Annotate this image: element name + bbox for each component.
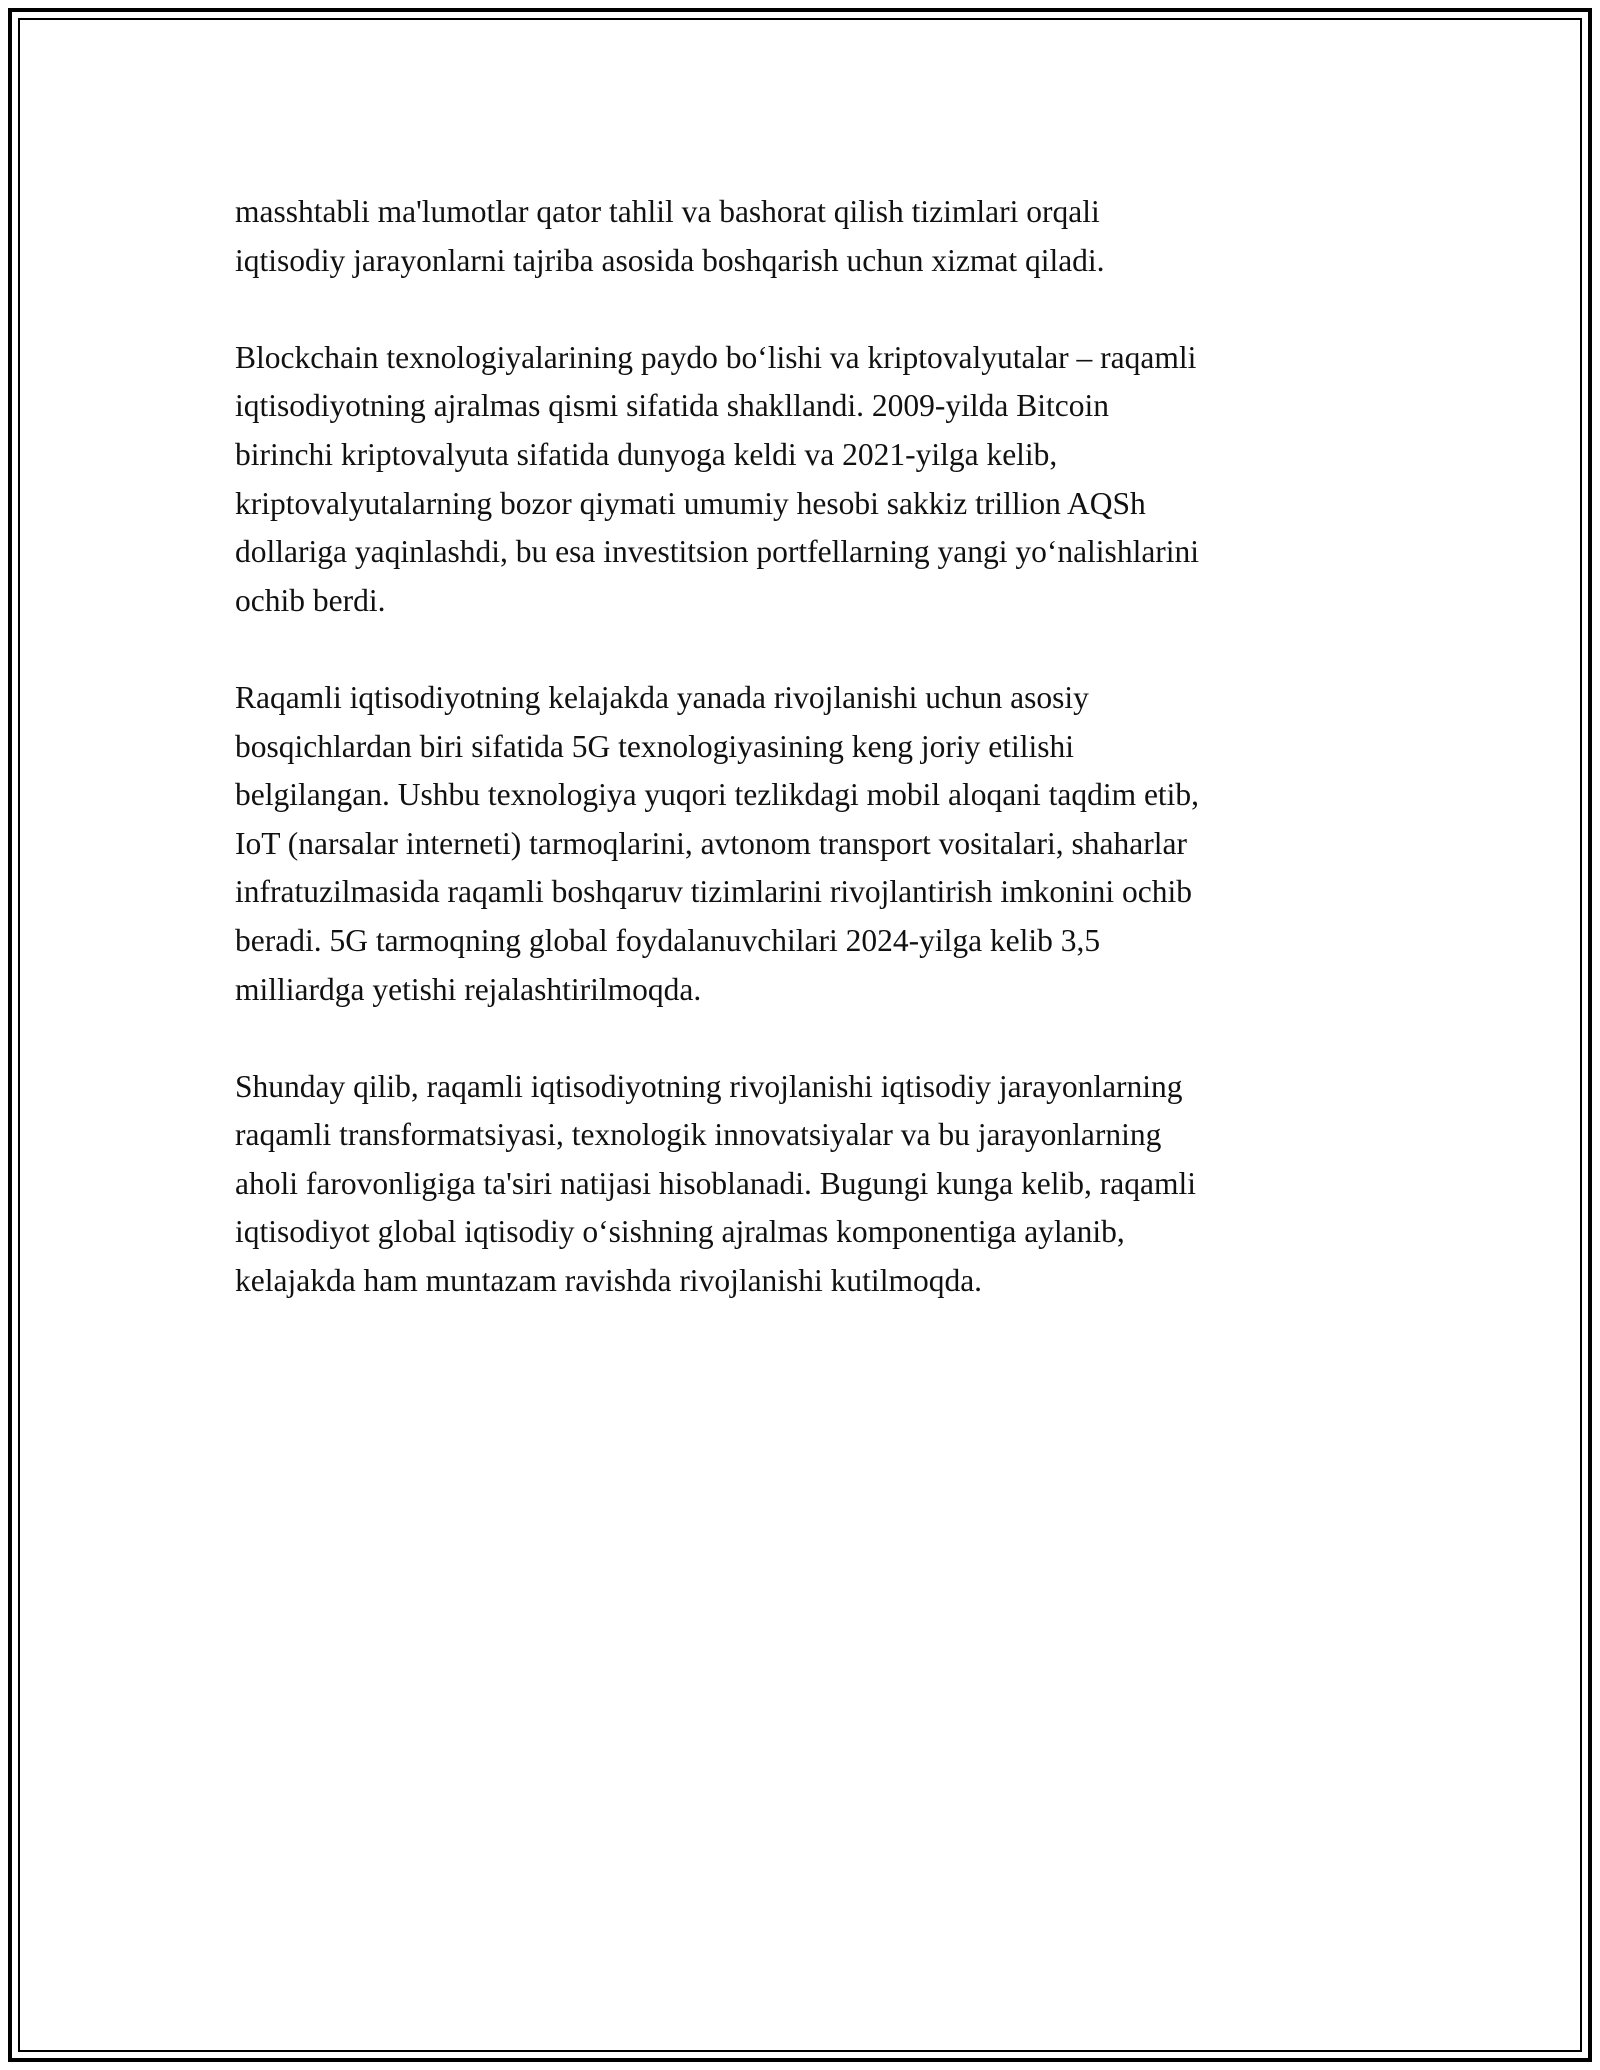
paragraph-data-analysis: masshtabli ma'lumotlar qator tahlil va bashorat qilish tizimlari orqali iqtisodiy jarayonlarni tajriba asosida boshqarish uchun xizmat qiladi.: [235, 194, 1105, 278]
paragraph-blockchain: Blockchain texnologiyalarining paydo bo‘lishi va kriptovalyutalar – raqamli iqtisodiyotning ajralmas qismi sifatida shakllandi. 2009-yilda Bitcoin birinchi kriptovalyuta sifatida dunyoga keldi va 2021-yilga kelib, kriptovalyutalarning bozor qiymati umumiy hesobi sakkiz trillion AQSh dollariga yaqinlashdi, bu esa investitsion portfellarning yangi yo‘nalishlarini ochib berdi.: [235, 339, 1200, 618]
paragraph-5g: Raqamli iqtisodiyotning kelajakda yanada rivojlanishi uchun asosiy bosqichlardan biri sifatida 5G texnologiyasining keng joriy etilishi belgilangan. Ushbu texnologiya yuqori tezlikdagi mobil aloqani taqdim etib, IoT (narsalar interneti) tarmoqlarini, avtonom transport vositalari, shaharlar infratuzilmasida raqamli boshqaruv tizimlarini rivojlantirish imkonini ochib beradi. 5G tarmoqning global foydalanuvchilari 2024-yilga kelib 3,5 milliardga yetishi rejalashtirilmoqda.: [235, 679, 1200, 1007]
document-body: [235, 188, 1385, 1354]
paragraph-conclusion: Shunday qilib, raqamli iqtisodiyotning rivojlanishi iqtisodiy jarayonlarning raqamli transformatsiyasi, texnologik innovatsiyalar va bu jarayonlarning aholi farovonligiga ta'siri natijasi hisoblanadi. Bugungi kunga kelib, raqamli iqtisodiyot global iqtisodiy o‘sishning ajralmas komponentiga aylanib, kelajakda ham muntazam ravishda rivojlanishi kutilmoqda.: [235, 1068, 1196, 1299]
